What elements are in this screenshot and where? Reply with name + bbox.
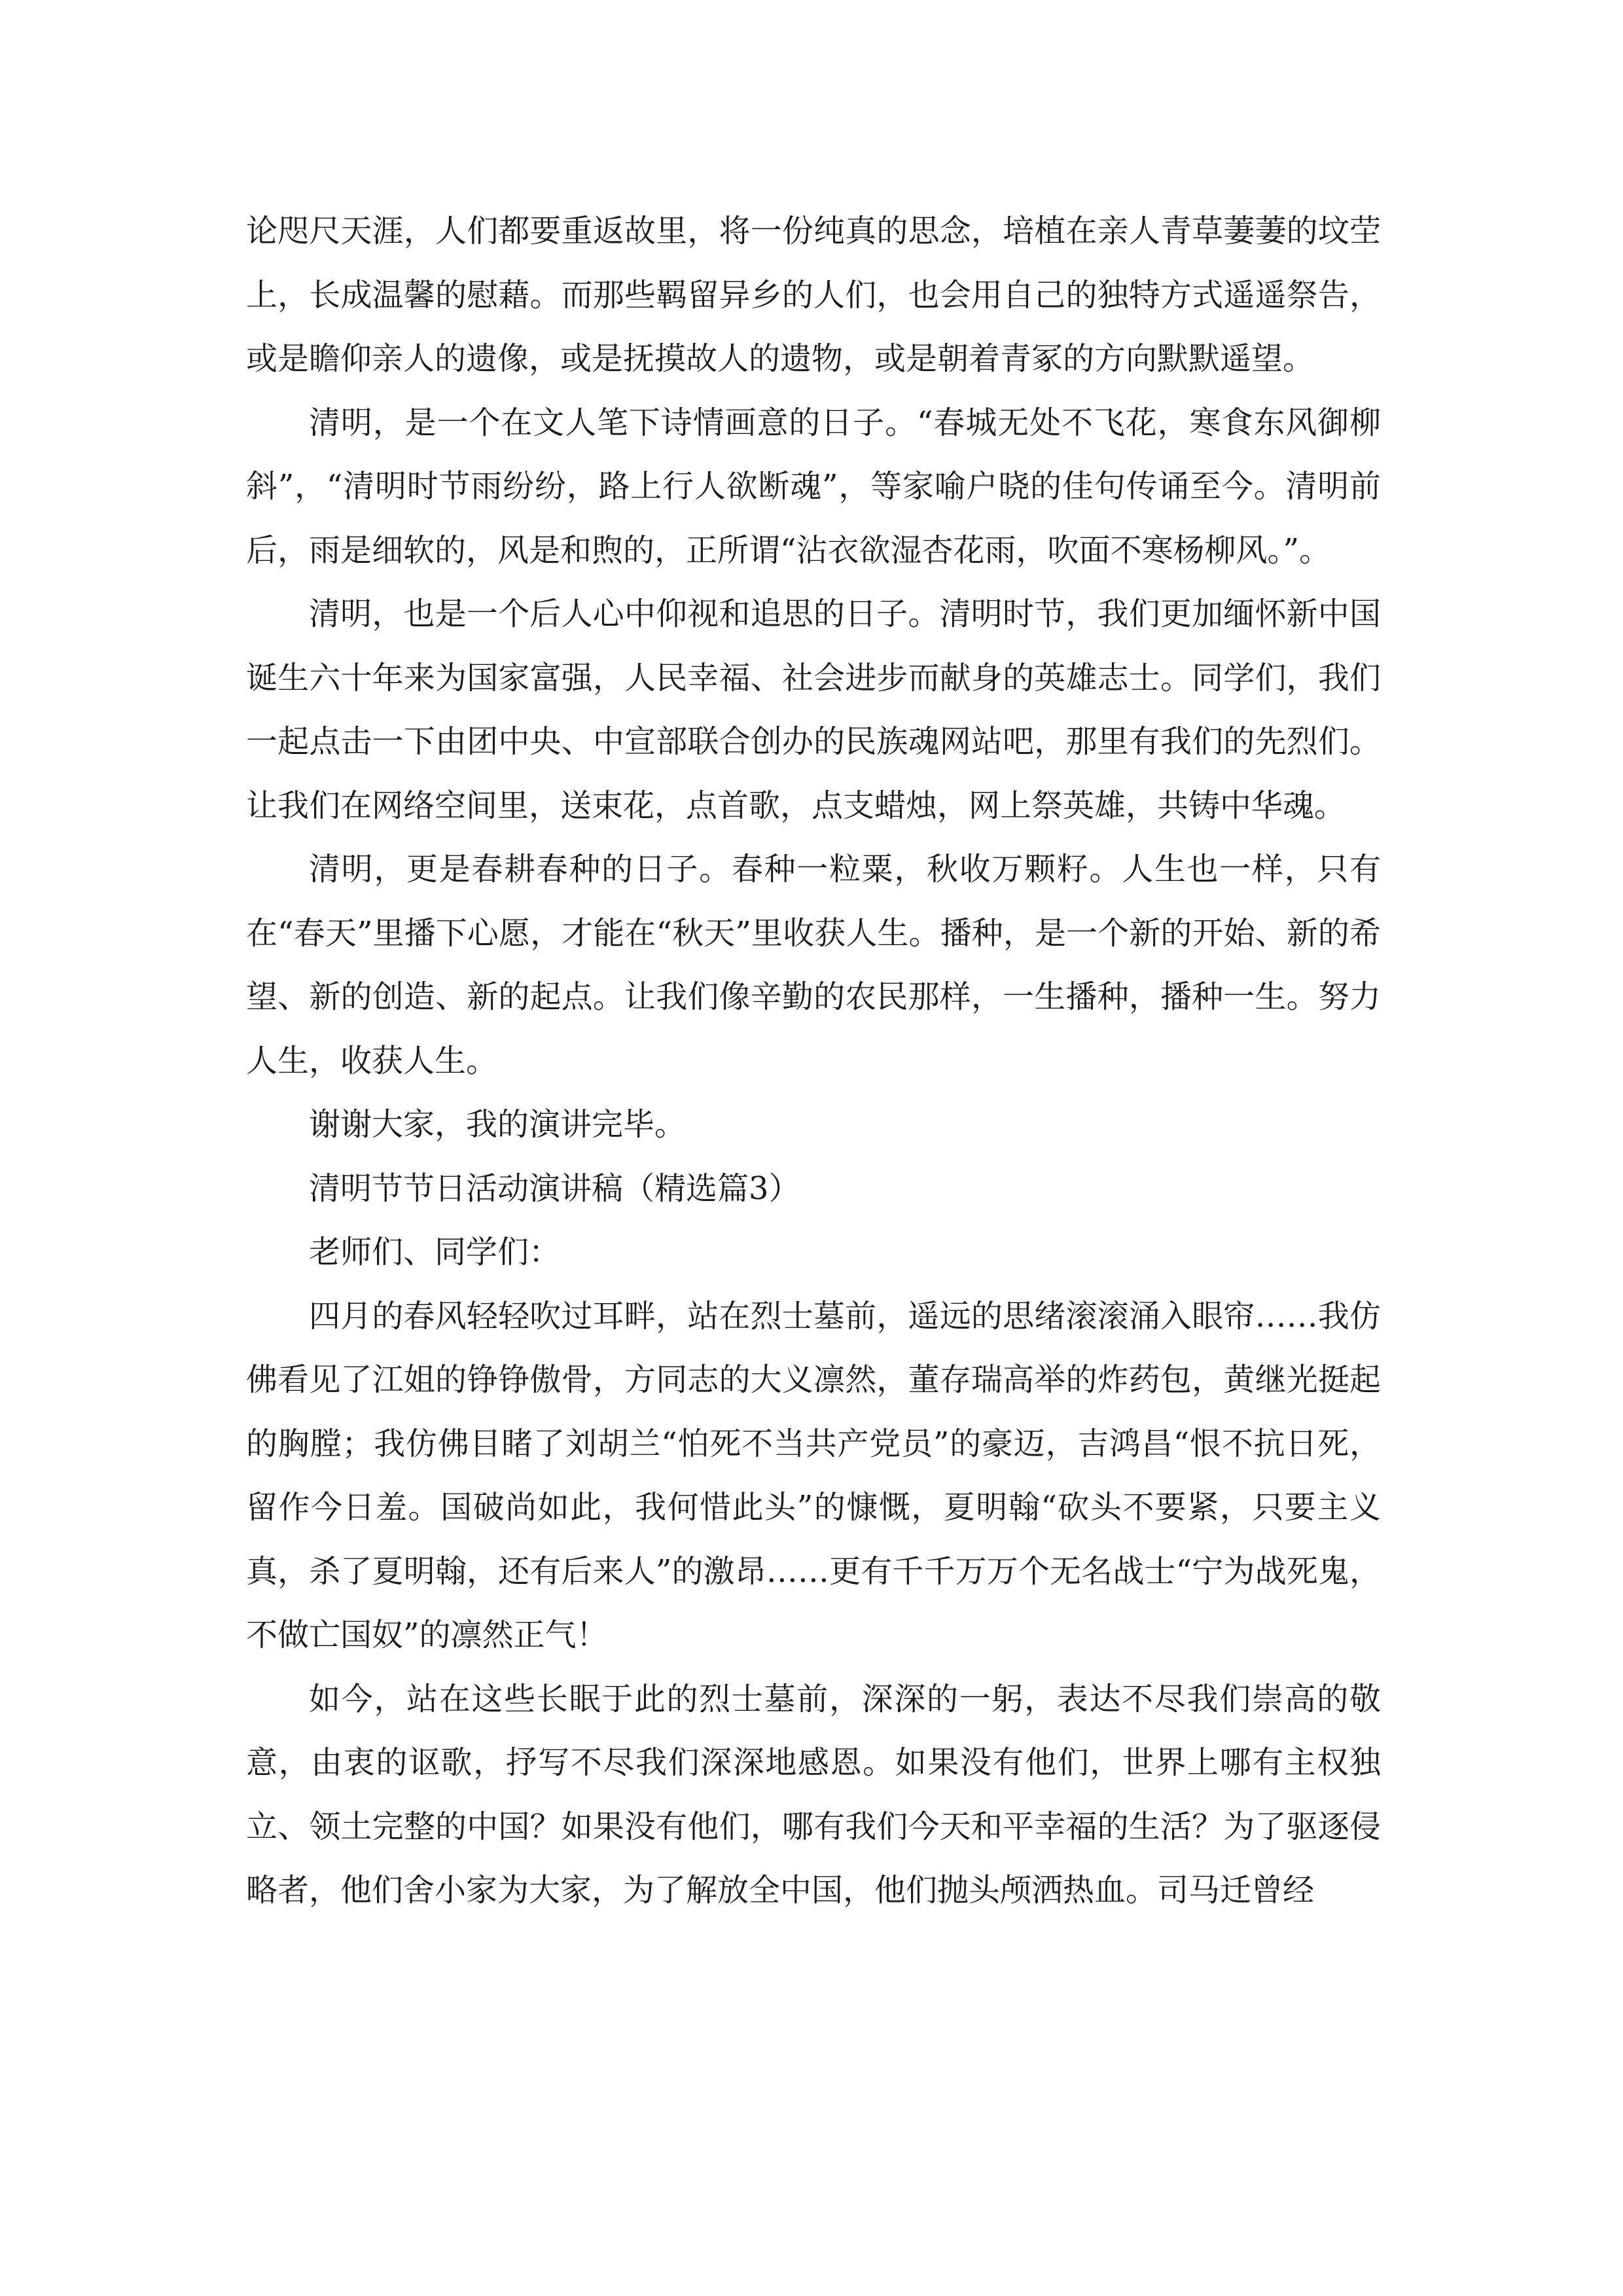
section-heading: 清明节节日活动演讲稿（精选篇3）	[309, 1170, 800, 1207]
paragraph-4: 清明，更是春耕春种的日子。春种一粒粟，秋收万颗籽。人生也一样，只有在“春天”里播下心愿，才能在“秋天”里收获人生。播种，是一个新的开始、新的希望、新的创造、新的起点。让我们像辛勤的农民那样，一生播种，播种一生。努力人生，收获人生。	[246, 851, 1381, 1079]
paragraph-8: 四月的春风轻轻吹过耳畔，站在烈士墓前，遥远的思绪滚滚涌入眼帘……我仿佛看见了江姐的铮铮傲骨，方同志的大义凛然，董存瑞高举的炸药包，黄继光挺起的胸膛；我仿佛目睹了刘胡兰“怕死不当共产党员”的豪迈，吉鸿昌“恨不抗日死，留作今日羞。国破尚如此，我何惜此头”的慷慨，夏明翰“砍头不要紧，只要主义真，杀了夏明翰，还有后来人”的激昂……更有千千万万个无名战士“宁为战死鬼，不做亡国奴”的凛然正气！	[246, 1297, 1381, 1653]
paragraph-1: 论咫尺天涯，人们都要重返故里，将一份纯真的思念，培植在亲人青草萋萋的坟茔上，长成温馨的慰藉。而那些羁留异乡的人们，也会用自己的独特方式遥遥祭告，或是瞻仰亲人的遗像，或是抚摸故人的遗物，或是朝着青冢的方向默默遥望。	[246, 213, 1381, 377]
paragraph-9: 如今，站在这些长眠于此的烈士墓前，深深的一躬，表达不尽我们崇高的敬意，由衷的讴歌，抒写不尽我们深深地感恩。如果没有他们，世界上哪有主权独立、领土完整的中国？如果没有他们，哪有我们今天和平幸福的生活？为了驱逐侵略者，他们舍小家为大家，为了解放全中国，他们抛头颅洒热血。司马迁曾经	[246, 1680, 1381, 1909]
paragraph-2: 清明，是一个在文人笔下诗情画意的日子。“春城无处不飞花，寒食东风御柳斜”，“清明时节雨纷纷，路上行人欲断魂”，等家喻户晓的佳句传诵至今。清明前后，雨是细软的，风是和煦的，正所谓“沾衣欲湿杏花雨，吹面不寒杨柳风。”。	[246, 404, 1381, 569]
paragraph-3: 清明，也是一个后人心中仰视和追思的日子。清明时节，我们更加缅怀新中国诞生六十年来为国家富强，人民幸福、社会进步而献身的英雄志士。同学们，我们一起点击一下由团中央、中宣部联合创办的民族魂网站吧，那里有我们的先烈们。让我们在网络空间里，送束花，点首歌，点支蜡烛，网上祭英雄，共铸中华魂。	[246, 596, 1381, 824]
document-body	[246, 200, 1381, 1923]
paragraph-closing: 谢谢大家，我的演讲完毕。	[309, 1106, 687, 1143]
salutation: 老师们、同学们：	[309, 1234, 561, 1270]
